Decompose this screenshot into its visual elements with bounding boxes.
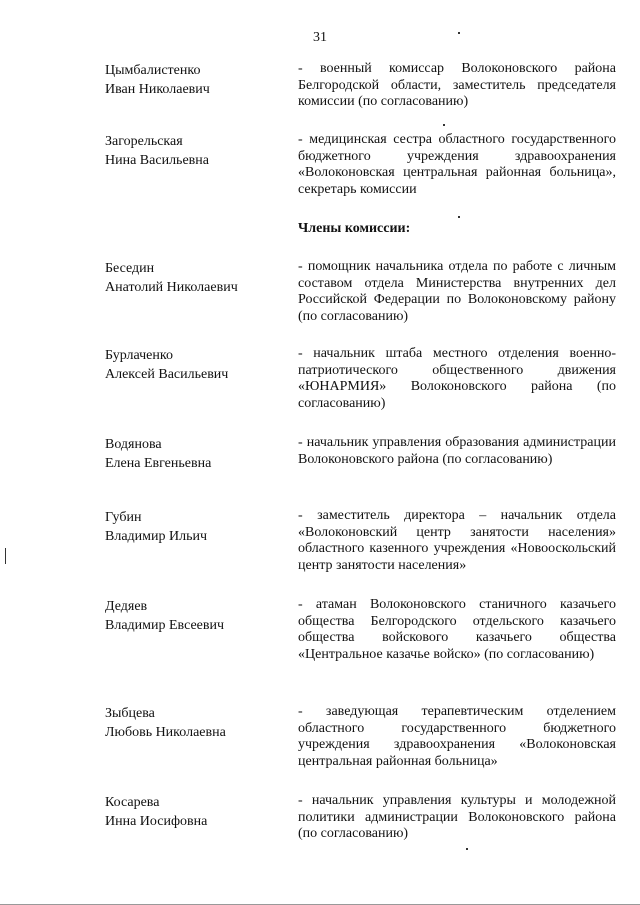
member-given-name: Анатолий Николаевич xyxy=(105,280,238,295)
member-given-name: Любовь Николаевна xyxy=(105,725,226,740)
scan-speck xyxy=(466,848,468,850)
member-role: - начальник управления образования администрации Волоконовского района (по согласованию) xyxy=(298,435,616,467)
scan-speck xyxy=(443,124,445,126)
member-role: - заведующая терапевтическим отделением областного государственного бюджетного учреждения здравоохранения «Волоконовская центральная районная больница» xyxy=(298,704,616,769)
member-surname: Загорельская xyxy=(105,134,183,149)
member-name xyxy=(105,61,285,99)
member-surname: Косарева xyxy=(105,795,160,810)
member-given-name: Владимир Ильич xyxy=(105,529,208,544)
member-role: - медицинская сестра областного государственного бюджетного учреждения здравоохранения «Волоконовская центральная районная больница», секретарь комиссии xyxy=(298,132,616,197)
member-role: - атаман Волоконовского станичного казачьего общества Белгородского отдельского казачьего общества войскового казачьего общества «Центральное казачье войско» (по согласованию) xyxy=(298,597,616,662)
member-surname: Водянова xyxy=(105,437,162,452)
member-name xyxy=(105,132,285,170)
member-role: - начальник управления культуры и молодежной политики администрации Волоконовского района (по согласованию) xyxy=(298,793,616,842)
member-given-name: Владимир Евсеевич xyxy=(105,618,225,633)
member-surname: Губин xyxy=(105,510,142,525)
member-given-name: Алексей Васильевич xyxy=(105,367,229,382)
member-given-name: Иван Николаевич xyxy=(105,82,210,97)
member-given-name: Елена Евгеньевна xyxy=(105,456,212,471)
member-name xyxy=(105,704,285,742)
page-number: 31 xyxy=(313,30,327,45)
member-surname: Беседин xyxy=(105,261,155,276)
member-role: - заместитель директора – начальник отдела «Волоконовский центр занятости населения» областного казенного учреждения «Новооскольский центр занятости населения» xyxy=(298,508,616,573)
member-role: - помощник начальника отдела по работе с личным составом отдела Министерства внутренних дел Российской Федерации по Волоконовскому району (по согласованию) xyxy=(298,259,616,324)
member-role: - военный комиссар Волоконовского района Белгородской области, заместитель председателя комиссии (по согласованию) xyxy=(298,61,616,110)
member-given-name: Нина Васильевна xyxy=(105,153,209,168)
member-given-name: Инна Иосифовна xyxy=(105,814,208,829)
scan-speck xyxy=(458,216,460,218)
member-role: - начальник штаба местного отделения военно-патриотического общественного движения «ЮНАРМИЯ» Волоконовского района (по согласованию) xyxy=(298,346,616,411)
member-name xyxy=(105,346,285,384)
scan-speck xyxy=(5,548,6,564)
member-name xyxy=(105,259,285,297)
section-heading: Члены комиссии: xyxy=(298,221,411,236)
member-surname: Бурлаченко xyxy=(105,348,173,363)
member-name xyxy=(105,435,285,473)
member-name xyxy=(105,793,285,831)
member-name xyxy=(105,597,285,635)
member-surname: Зыбцева xyxy=(105,706,155,721)
member-name xyxy=(105,508,285,546)
member-surname: Цымбалистенко xyxy=(105,63,201,78)
scan-speck xyxy=(458,32,460,34)
member-surname: Дедяев xyxy=(105,599,148,614)
